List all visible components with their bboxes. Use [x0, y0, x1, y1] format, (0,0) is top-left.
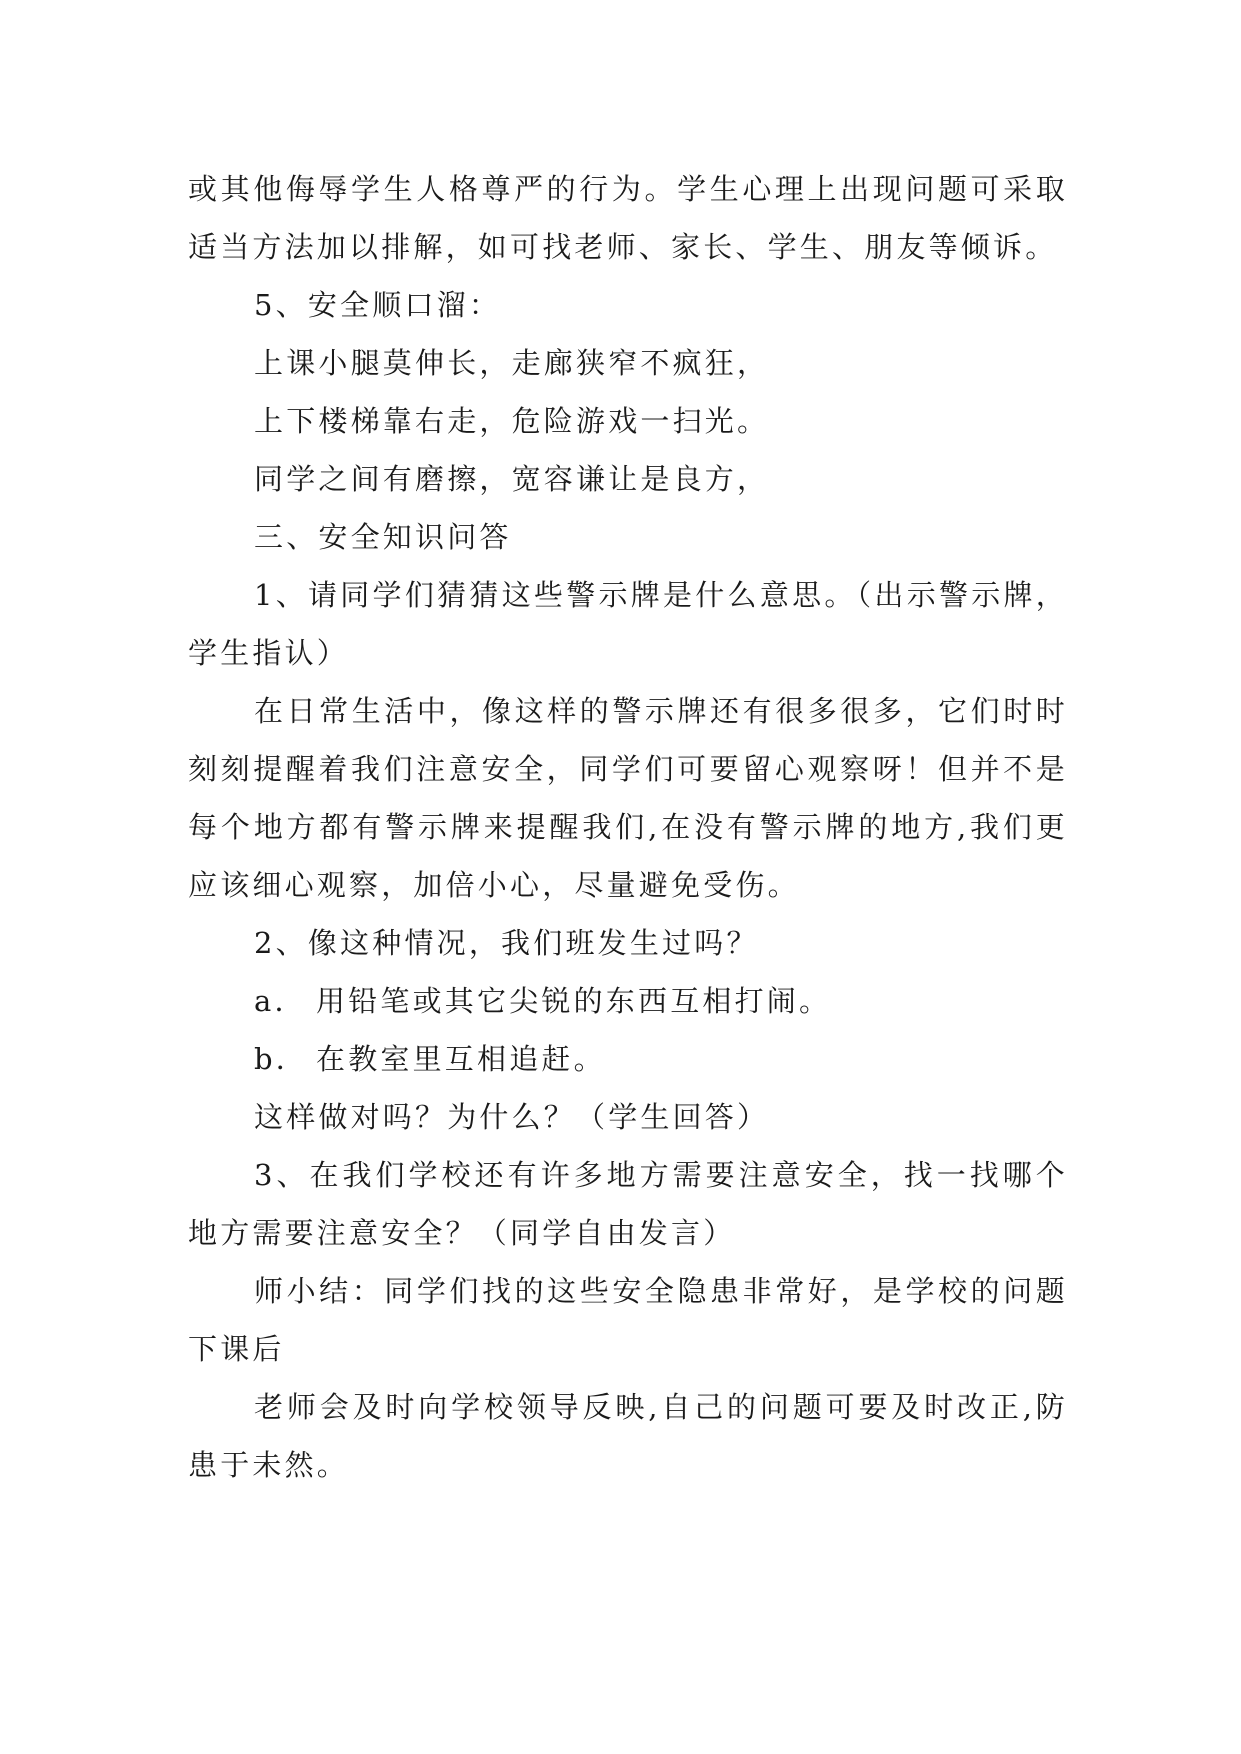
paragraph-closing: 老师会及时向学校领导反映,自己的问题可要及时改正,防患于未然。 — [188, 1390, 1068, 1482]
paragraph-teacher-summary: 师小结：同学们找的这些安全隐患非常好，是学校的问题下课后 — [188, 1274, 1068, 1366]
paragraph-warning-signs: 在日常生活中，像这样的警示牌还有很多很多，它们时时刻刻提醒着我们注意安全，同学们可要留心观察呀！但并不是每个地方都有警示牌来提醒我们,在没有警示牌的地方,我们更应该细心观察，加倍小心，尽量避免受伤。 — [188, 694, 1068, 902]
paragraph-question-3: 3、在我们学校还有许多地方需要注意安全，找一找哪个地方需要注意安全？（同学自由发言） — [188, 1158, 1068, 1250]
list-item-b — [188, 1030, 1068, 1088]
document-body — [188, 160, 1068, 1494]
paragraph-question-2: 2、像这种情况，我们班发生过吗？ — [254, 926, 759, 960]
paragraph-rhyme-heading: 5、安全顺口溜： — [254, 288, 502, 322]
paragraph-continuation: 或其他侮辱学生人格尊严的行为。学生心理上出现问题可采取适当方法加以排解，如可找老师、家长、学生、朋友等倾诉。 — [188, 172, 1068, 264]
paragraph-rhyme-line-2: 上下楼梯靠右走，危险游戏一扫光。 — [254, 404, 770, 438]
list-text-a: 用铅笔或其它尖锐的东西互相打闹。 — [316, 984, 832, 1018]
list-text-b: 在教室里互相追赶。 — [316, 1042, 606, 1076]
paragraph-rhyme-line-3: 同学之间有磨擦，宽容谦让是良方， — [254, 462, 770, 496]
paragraph-rhyme-line-1: 上课小腿莫伸长，走廊狭窄不疯狂， — [254, 346, 770, 380]
list-item-a — [188, 972, 1068, 1030]
list-marker-b: b． — [254, 1042, 308, 1076]
paragraph-question-1: 1、请同学们猜猜这些警示牌是什么意思。（出示警示牌，学生指认） — [188, 578, 1068, 670]
paragraph-student-answer: 这样做对吗？为什么？（学生回答） — [254, 1100, 770, 1134]
list-marker-a: a． — [254, 984, 307, 1018]
section-heading-qa: 三、安全知识问答 — [254, 520, 512, 554]
